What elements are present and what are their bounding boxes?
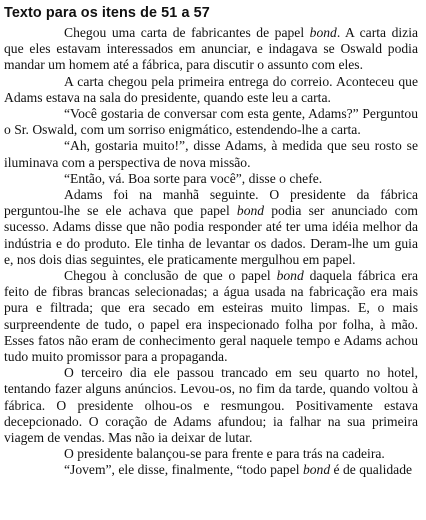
text-run: daquela fábrica era feito de fibras brancas selecionadas; a água usada na fabricação era mais pura e filtrada; que era secado em esteiras muito limpas. E, o mais surpreendente de tudo, o papel era inspecionado folha por folha, à mão. Esses fatos não eram de conhecimento geral naquele tempo e Adams achou tudo muito promissor para a propaganda. [4, 268, 418, 365]
paragraph [4, 365, 418, 446]
italic-term: bond [309, 25, 337, 40]
italic-term: bond [236, 203, 265, 219]
paragraph [4, 462, 418, 478]
text-run: é de qualidade [330, 462, 413, 478]
paragraph [4, 446, 418, 462]
text-run: Chegou uma carta de fabricantes de papel [64, 25, 310, 40]
text-run: “Você gostaria de conversar com esta gente, Adams?” Perguntou o Sr. Oswald, com um sorriso enigmático, estendendo-lhe a carta. [4, 106, 418, 138]
paragraph [4, 138, 418, 170]
text-run: “Jovem”, ele disse, finalmente, “todo papel [64, 462, 303, 478]
text-run: podia ser anunciado com sucesso. Adams disse que não podia responder até ter uma idéia melhor da indústria e do produto. Ele tinha de levantar os dados. Deram-lhe um guia e, nos dois dias seguintes, ele praticamente mergulhou em papel. [4, 203, 419, 267]
body-text [4, 25, 418, 479]
text-run: O presidente balançou-se para frente e para trás na cadeira. [64, 446, 385, 462]
text-run: O terceiro dia ele passou trancado em seu quarto no hotel, tentando fazer alguns anúncios. Levou-os, no fim da tarde, quando voltou à fábrica. O presidente olhou-os e resmungou. Positivamente estava decepcionado. O coração de Adams afundou; ia falhar na sua primeira viagem de vendas. Mas não ia deixar de lutar. [4, 365, 418, 446]
section-heading: Texto para os itens de 51 a 57 [4, 5, 210, 21]
text-run: A carta chegou pela primeira entrega do correio. Aconteceu que Adams estava na sala do presidente, quando este leu a carta. [4, 73, 418, 105]
italic-term: bond [276, 268, 304, 284]
document-page [4, 5, 418, 479]
text-run: Adams foi na manhã seguinte. O presidente da fábrica perguntou-lhe se ele achava que papel [4, 187, 418, 219]
paragraph [4, 268, 418, 365]
paragraph [4, 25, 418, 74]
paragraph [4, 187, 418, 268]
paragraph [4, 106, 418, 138]
text-run: “Então, vá. Boa sorte para você”, disse o chefe. [64, 170, 323, 186]
italic-term: bond [302, 462, 331, 478]
paragraph [4, 74, 418, 106]
text-run: Chegou à conclusão de que o papel [64, 268, 277, 284]
paragraph [4, 171, 418, 187]
text-run: “Ah, gostaria muito!”, disse Adams, à medida que seu rosto se iluminava com a perspectiva de nova missão. [4, 138, 418, 170]
text-run: . A carta dizia que eles estavam interessados em anunciar, e indagava se Oswald podia mandar um homem até a fábrica, para discutir o assunto com eles. [4, 25, 419, 73]
